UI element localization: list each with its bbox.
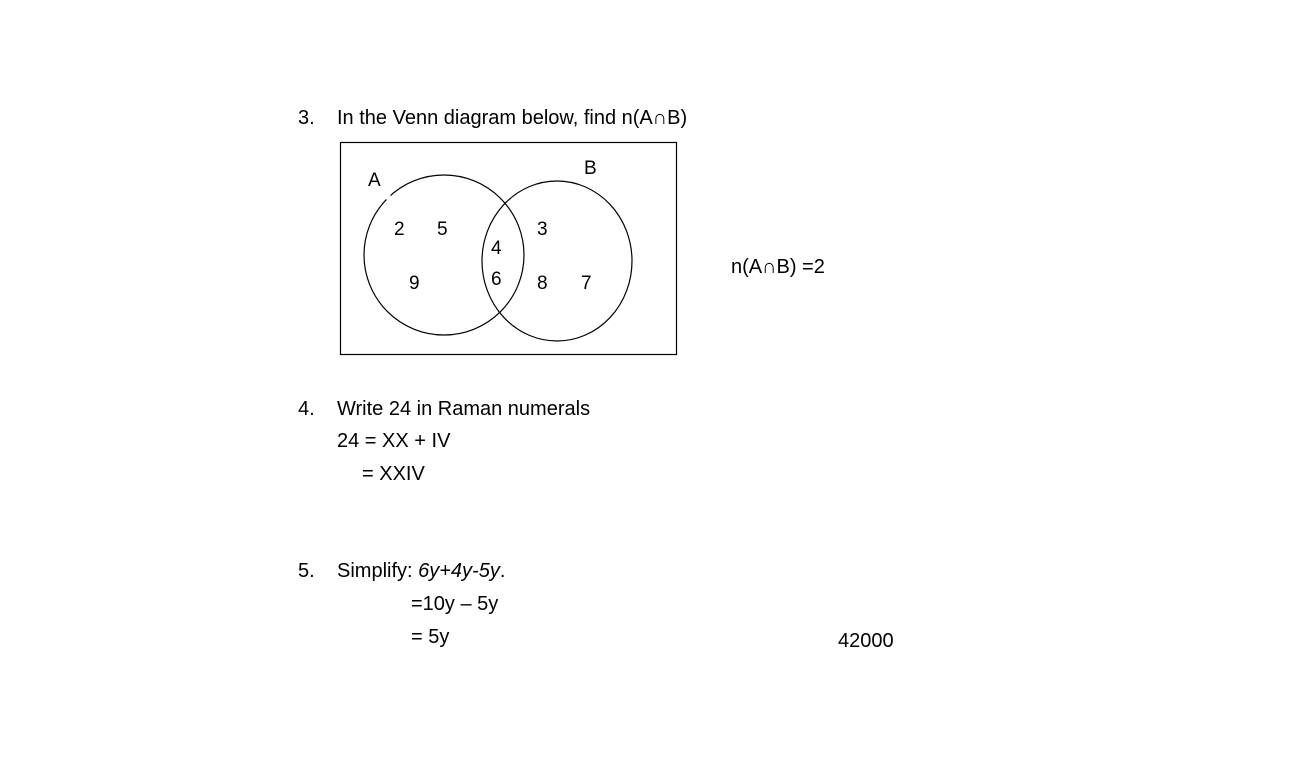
set-a-label: A — [368, 170, 381, 191]
question-4-number: 4. — [298, 398, 315, 420]
element-only-a: 5 — [437, 219, 448, 240]
stray-number: 42000 — [838, 630, 894, 652]
question-5-working-line-2: = 5y — [411, 626, 450, 648]
set-b-label: B — [584, 158, 597, 179]
element-only-b: 7 — [581, 273, 592, 294]
question-3-text: In the Venn diagram below, find n(A∩B) — [337, 107, 688, 129]
question-3-answer: n(A∩B) =2 — [731, 256, 825, 278]
element-only-a: 2 — [394, 219, 405, 240]
element-only-b: 8 — [537, 273, 548, 294]
element-only-a: 9 — [409, 273, 420, 294]
question-4-working-line-2: = XXIV — [362, 463, 425, 485]
question-4-working-line-1: 24 = XX + IV — [337, 430, 451, 452]
question-5-label: Simplify: — [337, 560, 419, 582]
question-5-text — [337, 559, 505, 583]
element-intersection: 4 — [491, 238, 502, 259]
element-intersection: 6 — [491, 269, 502, 290]
set-b-circle — [482, 181, 632, 341]
question-4-text: Write 24 in Raman numerals — [337, 398, 591, 420]
question-5-number: 5. — [298, 560, 315, 582]
question-5-period: . — [499, 560, 506, 582]
element-only-b: 3 — [537, 219, 548, 240]
question-5-working-line-1: =10y – 5y — [411, 593, 499, 615]
question-5-expression: 6y+4y-5y — [418, 560, 500, 582]
question-3-number: 3. — [298, 107, 315, 129]
